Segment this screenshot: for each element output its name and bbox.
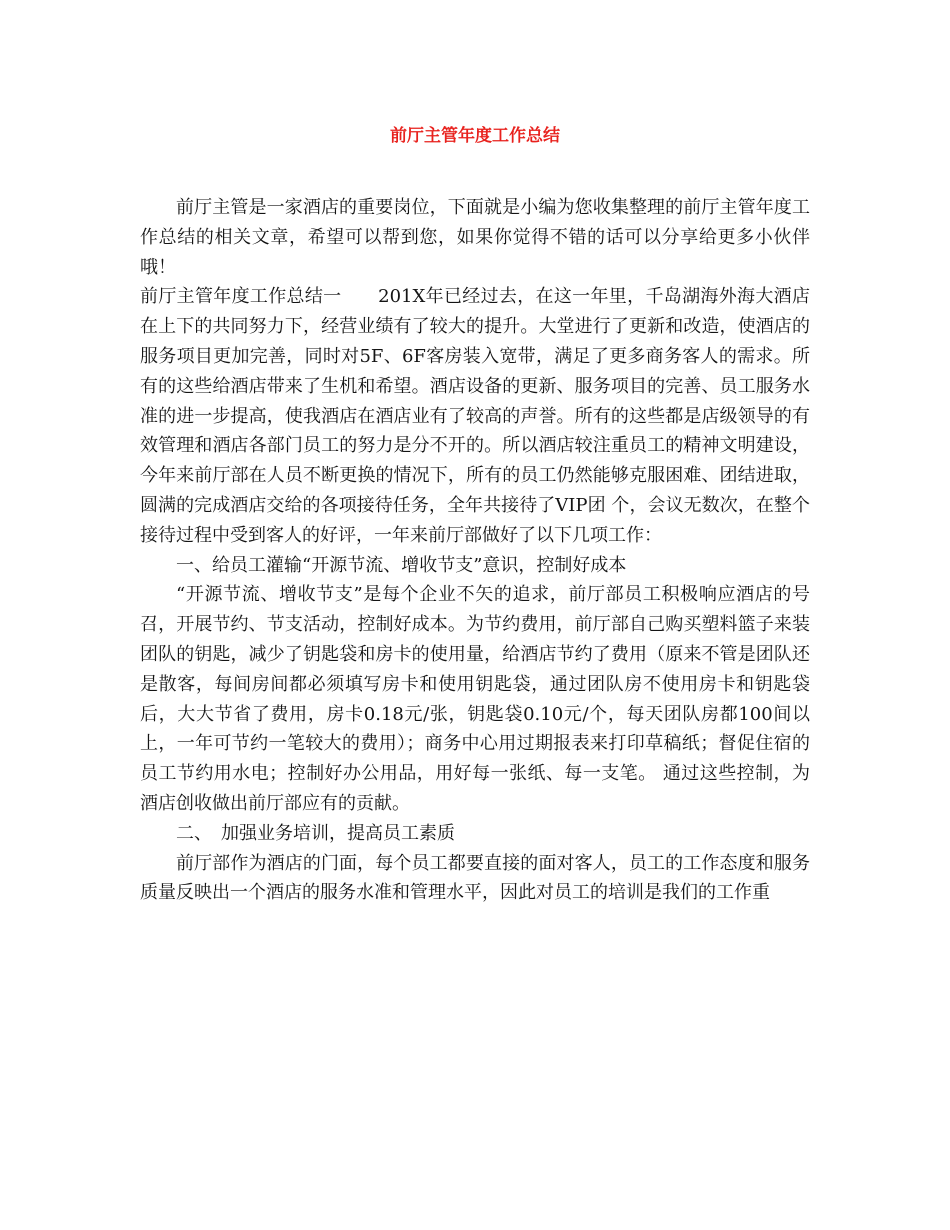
section-one-paragraph: 前厅主管年度工作总结一 201X年已经过去，在这一年里，千岛湖海外海大酒店在上下的共同努力下，经营业绩有了较大的提升。大堂进行了更新和改造，使酒店的服务项目更加完善，同时对5F、6F客房装入宽带，满足了更多商务客人的需求。所有的这些给酒店带来了生机和希望。酒店设备的更新、服务项目的完善、员工服务水准的进一步提高，使我酒店在酒店业有了较高的声誉。所有的这些都是店级领导的有效管理和酒店各部门员工的努力是分不开的。所以酒店较注重员工的精神文明建设，今年来前厅部在人员不断更换的情况下，所有的员工仍然能够克服困难、团结进取，圆满的完成酒店交给的各项接待任务，全年共接待了VIP团 个，会议无数次，在整个接待过程中受到客人的好评，一年来前厅部做好了以下几项工作： xyxy=(140,286,810,546)
document-title: 前厅主管年度工作总结 xyxy=(390,126,560,146)
intro-paragraph: 前厅主管是一家酒店的重要岗位，下面就是小编为您收集整理的前厅主管年度工作总结的相关文章，希望可以帮到您，如果你觉得不错的话可以分享给更多小伙伴哦！ xyxy=(140,197,810,278)
cost-control-paragraph: “开源节流、增收节支”是每个企业不矢的追求，前厅部员工积极响应酒店的号召，开展节约、节支活动，控制好成本。为节约费用，前厅部自己购买塑料篮子来装团队的钥匙，减少了钥匙袋和房卡的使用量，给酒店节约了费用（原来不管是团队还是散客，每间房间都必须填写房卡和使用钥匙袋，通过团队房不使用房卡和钥匙袋后，大大节省了费用，房卡0.18元/张，钥匙袋0.10元/个，每天团队房都100间以上，一年可节约一笔较大的费用）；商务中心用过期报表来打印草稿纸；督促住宿的员工节约用水电；控制好办公用品，用好每一张纸、每一支笔。 通过这些控制，为酒店创收做出前厅部应有的贡献。 xyxy=(140,584,810,814)
training-heading: 二、 加强业务培训，提高员工素质 xyxy=(176,822,455,844)
training-paragraph: 前厅部作为酒店的门面，每个员工都要直接的面对客人，员工的工作态度和服务质量反映出一个酒店的服务水准和管理水平，因此对员工的培训是我们的工作重 xyxy=(140,852,810,904)
cost-control-heading: 一、给员工灌输“开源节流、增收节支”意识，控制好成本 xyxy=(176,554,627,576)
document-body xyxy=(140,193,810,908)
